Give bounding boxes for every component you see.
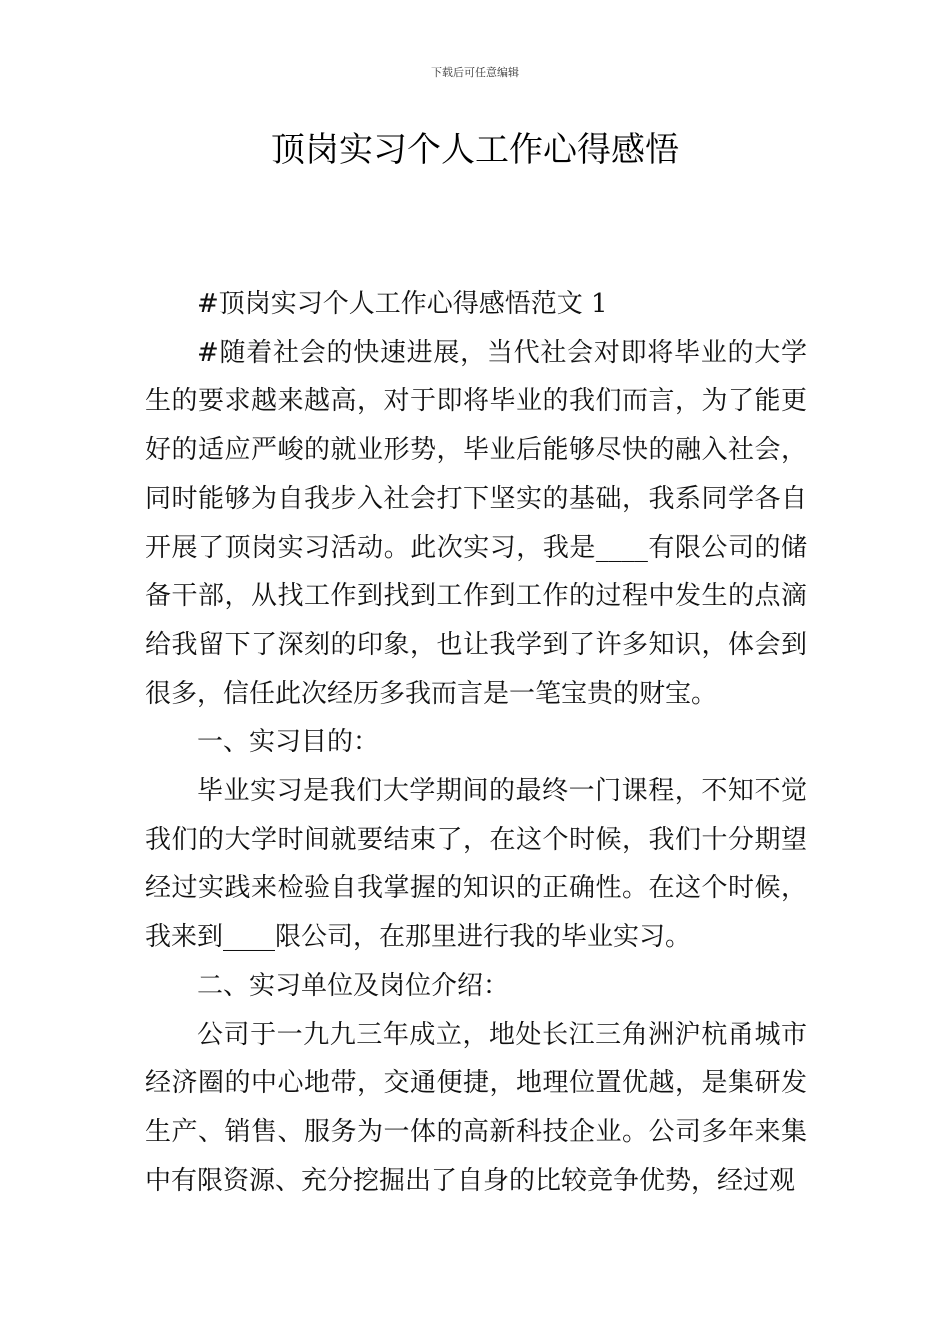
document-title: 顶岗实习个人工作心得感悟 xyxy=(271,130,679,170)
paragraph-purpose: 毕业实习是我们大学期间的最终一门课程，不知不觉我们的大学时间就要结束了，在这个时候，我们十分期望经过实践来检验自我掌握的知识的正确性。在这个时候，我来到____限公司，在那里进行我的毕业实习。 xyxy=(145,776,807,953)
header-note: 下载后可任意编辑 xyxy=(431,66,519,79)
section-heading-company: 二、实习单位及岗位介绍： xyxy=(197,970,510,1001)
paragraph-intro: #随着社会的快速进展，当代社会对即将毕业的大学生的要求越来越高，对于即将毕业的我们而言，为了能更好的适应严峻的就业形势，毕业后能够尽快的融入社会，同时能够为自我步入社会打下坚实的基础，我系同学各自开展了顶岗实习活动。此次实习，我是____有限公司的储备干部，从找工作到找到工作到工作的过程中发生的点滴给我留下了深刻的印象，也让我学到了许多知识，体会到很多，信任此次经历多我而言是一笔宝贵的财宝。 xyxy=(145,337,807,709)
paragraph-subtitle: #顶岗实习个人工作心得感悟范文 1 xyxy=(197,289,608,319)
section-heading-purpose: 一、实习目的： xyxy=(197,727,380,758)
paragraph-company: 公司于一九九三年成立，地处长江三角洲沪杭甬城市经济圈的中心地带，交通便捷，地理位置优越，是集研发生产、销售、服务为一体的高新科技企业。公司多年来集中有限资源、充分挖掘出了自身的比较竞争优势，经过观 xyxy=(145,1019,807,1196)
document-body xyxy=(145,280,807,1205)
